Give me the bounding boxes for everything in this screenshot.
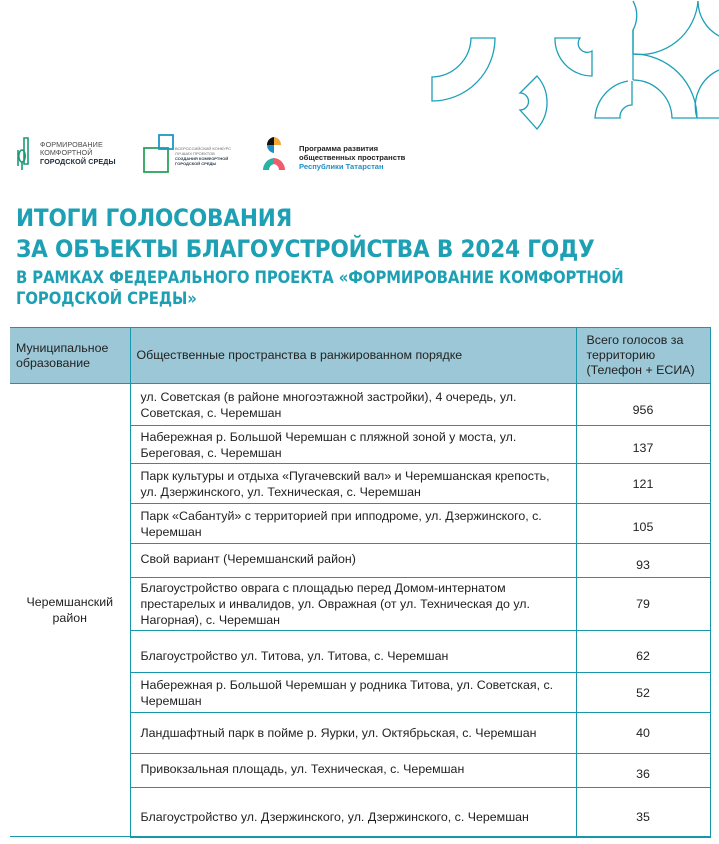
votes-cell: 79 (576, 578, 710, 631)
logo2-line2: ЛУЧШИХ ПРОЕКТОВ (175, 151, 215, 156)
arc-shape-2 (520, 76, 547, 129)
space-cell: Благоустройство ул. Дзержинского, ул. Дзержинского, с. Черемшан (130, 788, 576, 837)
programma-logo (259, 133, 419, 178)
formirovanie-logo (14, 133, 134, 178)
space-cell: Привокзальная площадь, ул. Техническая, с. Черемшан (130, 754, 576, 788)
logo3-line3: Республики Татарстан (299, 161, 384, 171)
votes-cell: 105 (576, 504, 710, 544)
votes-cell: 93 (576, 544, 710, 578)
space-cell: Благоустройство оврага с площадью перед Домом-интернатом престарелых и инвалидов, ул. Овражная (от ул. Техническая до ул. Нагорная), с. Черемшан (130, 578, 576, 631)
title-line-2: ЗА ОБЪЕКТЫ БЛАГОУСТРОЙСТВА В 2024 ГОДУ (16, 235, 595, 263)
person-logo-icon (261, 134, 287, 174)
space-cell: Благоустройство ул. Титова, ул. Титова, с. Черемшан (130, 631, 576, 673)
arc-shape-6 (633, 54, 697, 118)
space-cell: Ландшафтный парк в пойме р. Яурки, ул. Октябрьская, с. Черемшан (130, 713, 576, 754)
municipality-cell: Черемшанский район (10, 384, 130, 837)
logos-row (0, 133, 719, 178)
logo2-line4: ГОРОДСКОЙ СРЕДЫ (175, 161, 217, 166)
arc-shape-7 (633, 80, 719, 118)
table-header-row (10, 328, 710, 384)
squares-logo-icon (143, 134, 175, 174)
votes-cell: 137 (576, 426, 710, 464)
votes-cell: 35 (576, 788, 710, 837)
page-titles (16, 203, 716, 310)
votes-cell: 36 (576, 754, 710, 788)
subtitle-line-2: ГОРОДСКОЙ СРЕДЫ» (16, 289, 197, 308)
arc-shape-1 (432, 38, 495, 101)
arc-shape-4 (633, 1, 698, 54)
votes-cell: 40 (576, 713, 710, 754)
arc-shape-9 (698, 1, 719, 36)
space-cell: ул. Советская (в районе многоэтажной застройки), 4 очередь, ул. Советская, с. Черемшан (130, 384, 576, 426)
logo3-line2: общественных пространств (299, 152, 406, 162)
column-header-votes: Всего голосов за территорию (Телефон + ЕСИА) (576, 328, 710, 384)
subtitle-line-1: В РАМКАХ ФЕДЕРАЛЬНОГО ПРОЕКТА «ФОРМИРОВАНИЕ КОМФОРТНОЙ (16, 268, 624, 287)
konkurs-logo (143, 133, 258, 178)
arc-shape-8 (595, 81, 632, 118)
table-row (10, 384, 710, 426)
space-cell: Свой вариант (Черемшанский район) (130, 544, 576, 578)
logo1-line2: КОМФОРТНОЙ (40, 148, 93, 158)
logo3-line1: Программа развития (299, 144, 379, 153)
results-table (10, 327, 711, 838)
votes-cell: 52 (576, 673, 710, 713)
arc-shape-10 (695, 70, 719, 118)
decorative-arcs (0, 0, 719, 130)
arc-shape-3 (555, 38, 592, 76)
title-line-1: ИТОГИ ГОЛОСОВАНИЯ (16, 204, 293, 232)
votes-cell: 121 (576, 464, 710, 504)
logo2-line1: ВСЕРОССИЙСКИЙ КОНКУРС (175, 146, 232, 151)
space-cell: Парк культуры и отдыха «Пугачевский вал» и Черемшанская крепость, ул. Дзержинского, ул. Техническая, с. Черемшан (130, 464, 576, 504)
column-header-municipality: Муниципальное образование (10, 328, 130, 384)
space-cell: Набережная р. Большой Черемшан с пляжной зоной у моста, ул. Береговая, с. Черемшан (130, 426, 576, 464)
logo2-line3: СОЗДАНИЯ КОМФОРТНОЙ (175, 156, 229, 161)
logo1-line1: ФОРМИРОВАНИЕ (40, 140, 103, 149)
space-cell: Набережная р. Большой Черемшан у родника Титова, ул. Советская, с. Черемшан (130, 673, 576, 713)
logo1-line3: ГОРОДСКОЙ СРЕДЫ (40, 156, 116, 166)
column-header-spaces: Общественные пространства в ранжированном порядке (130, 328, 576, 384)
votes-cell: 62 (576, 631, 710, 673)
results-table-wrapper (10, 327, 710, 838)
votes-cell: 956 (576, 384, 710, 426)
building-logo-icon (14, 136, 36, 172)
space-cell: Парк «Сабантуй» с территорией при ипподроме, ул. Дзержинского, с. Черемшан (130, 504, 576, 544)
